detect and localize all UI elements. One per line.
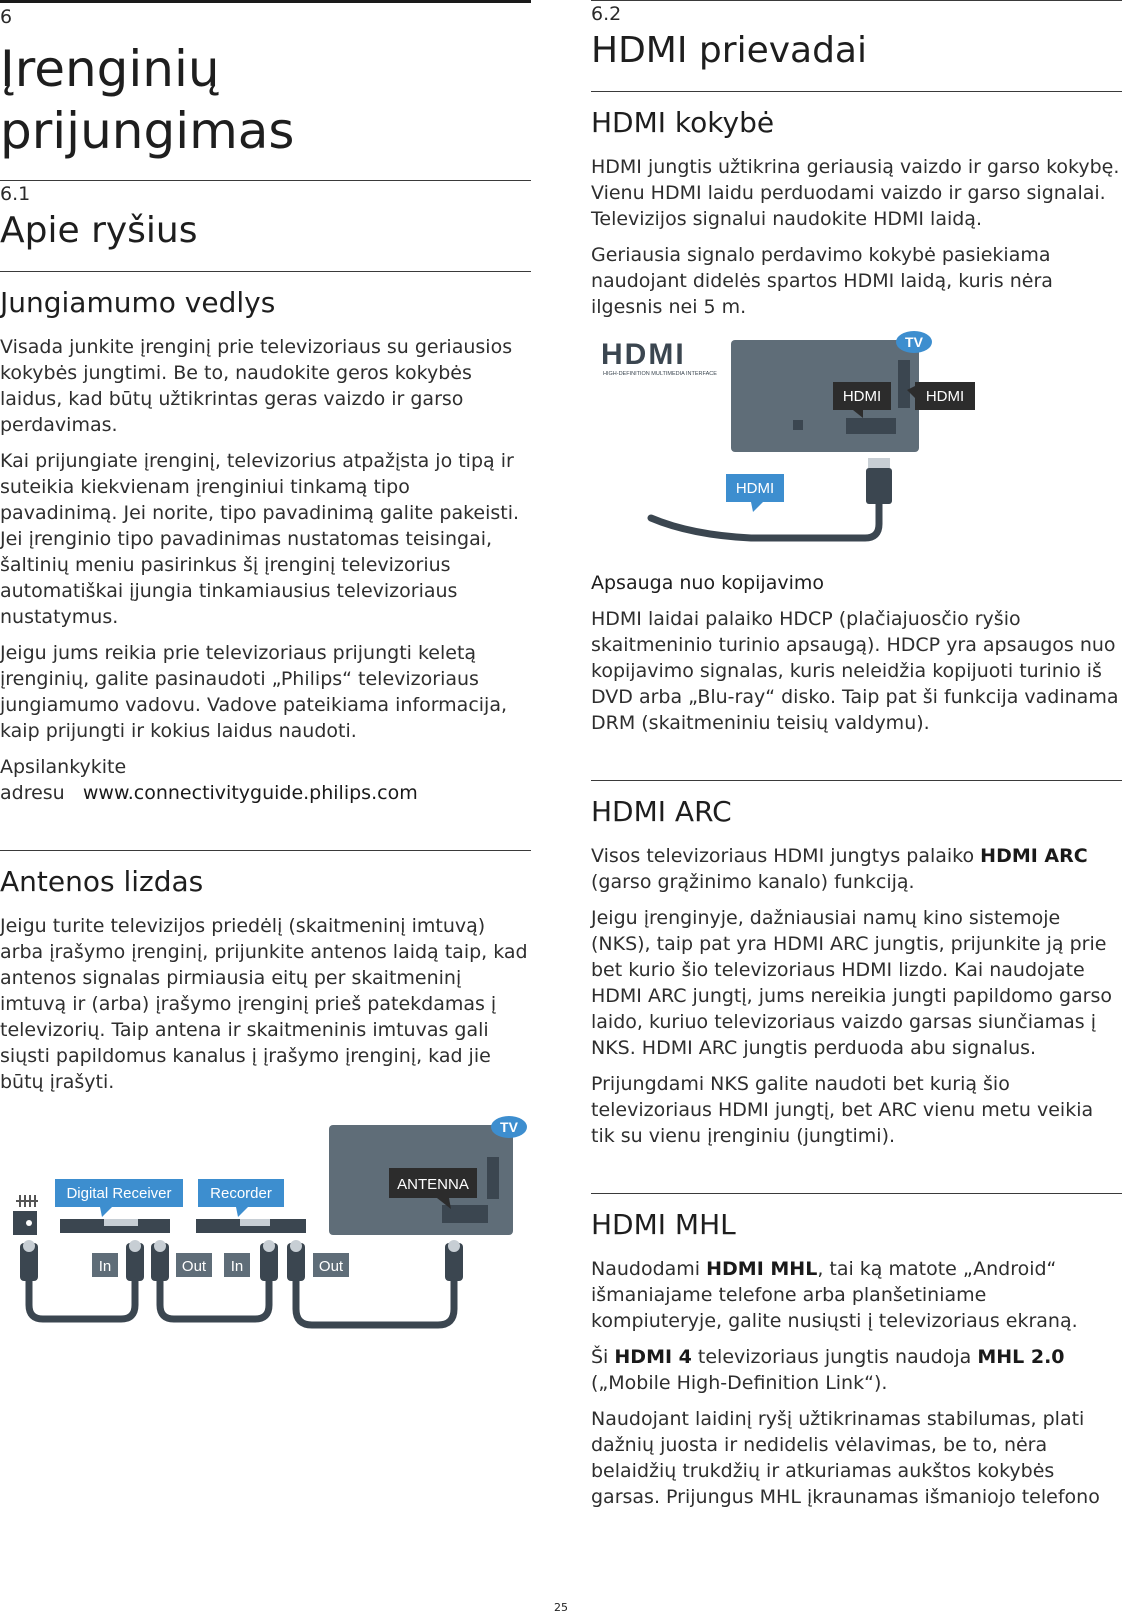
out-label-receiver [176, 1253, 212, 1277]
svg-text:In: In [98, 1258, 112, 1275]
coax-cables [29, 1281, 454, 1325]
recorder-label: Recorder [210, 1185, 272, 1202]
subsection-rule [591, 91, 1122, 92]
quality-heading: HDMI kokybė [591, 106, 775, 139]
svg-text:HDMI: HDMI [842, 388, 882, 405]
tv-antenna-port [442, 1205, 488, 1223]
hdmi-plug-tip [868, 458, 890, 468]
mhl-paragraph-2: Ši HDMI 4 televizoriaus jungtis naudoja MHL 2.0 („Mobile High-Definition Link“). [591, 1346, 1065, 1394]
chapter-title-line1: Įrenginių [0, 40, 220, 98]
digital-receiver-callout [55, 1179, 183, 1217]
recorder-port [240, 1219, 270, 1226]
section-title: HDMI prievadai [591, 30, 867, 71]
wizard-heading: Jungiamumo vedlys [0, 286, 276, 319]
antenna-diagram [0, 1115, 531, 1345]
hdmi-logo-text: HDMI [601, 338, 686, 371]
section-title: Apie ryšius [0, 210, 198, 251]
svg-text:Out: Out [318, 1258, 344, 1275]
antenna-label: ANTENNA [397, 1176, 469, 1193]
mhl-heading: HDMI MHL [591, 1208, 736, 1241]
mhl-rule [591, 1193, 1122, 1194]
tv-badge-text: TV [500, 1119, 518, 1135]
chapter-rule [0, 0, 531, 3]
hdmi-logo-subtext: HIGH-DEFINITION MULTIMEDIA INTERFACE [603, 371, 717, 377]
antenna-rule [0, 850, 531, 851]
digital-receiver-port [104, 1219, 138, 1226]
wizard-paragraph-1: Visada junkite įrenginį prie televizoriaus su geriausios kokybės jungtimi. Be to, naudokite geros kokybės laidus, kad būtų užtikrintas geras vaizdo ir garso perdavimas. [0, 336, 513, 436]
antenna-paragraph: Jeigu turite televizijos priedėlį (skaitmeninį imtuvą) arba įrašymo įrenginį, prijunkite antenos laidą taip, kad antenos signalas pirmiausia eitų per skaitmeninį imtuvą ir (arba) įrašymo įrenginį prieš patekdamas į televizorių. Taip antena ir skaitmeninis imtuvas gali siųsti papildomus kanalus į įrašymo įrenginį, kad jie būtų įrašyti. [0, 915, 528, 1093]
arc-paragraph-2: Jeigu įrenginyje, dažniausiai namų kino sistemoje (NKS), taip pat yra HDMI ARC jungtis, prijunkite ją prie bet kurio šio televizoriaus HDMI lizdo. Kai naudojate HDMI ARC jungtį, jums nereikia jungti papildomo garso laido, kuriuo televizoriaus vaizdo garsas siunčiamas į NKS. HDMI ARC jungtis perduoda abu signalus. [591, 907, 1112, 1059]
hdmi-cable [651, 504, 879, 538]
arc-heading: HDMI ARC [591, 795, 732, 828]
hdmi-diagram [591, 330, 1122, 550]
svg-text:HDMI: HDMI [735, 480, 775, 497]
right-column [591, 0, 1122, 1510]
subsection-rule [0, 271, 531, 272]
chapter-title-line2: prijungimas [0, 102, 295, 160]
recorder-callout [198, 1179, 284, 1217]
tv-hdmi-port [846, 418, 896, 434]
in-label-receiver [92, 1253, 118, 1277]
section-number: 6.1 [0, 183, 31, 205]
tv-badge [491, 1116, 527, 1138]
arc-paragraph-3: Prijungdami NKS galite naudoti bet kurią šio televizoriaus HDMI jungtį, bet ARC vienu metu veikia tik su vienu įrenginiu (jungtimi). [591, 1073, 1094, 1147]
mhl-paragraph-3: Naudojant laidinį ryšį užtikrinamas stabilumas, plati dažnių juosta ir nedidelis vėlavimas, be to, nėra belaidžių trukdžių ir atkuriamas aukštos kokybės garsas. Prijungus MHL įkraunamas išmaniojo telefono [591, 1408, 1100, 1508]
digital-receiver-label: Digital Receiver [66, 1185, 172, 1202]
arc-rule [591, 780, 1122, 781]
left-column [0, 0, 531, 1345]
page-number: 25 [554, 1601, 568, 1614]
connectivity-guide-link[interactable]: www.connectivityguide.philips.com [82, 782, 418, 804]
hdmi-plug [866, 468, 892, 504]
quality-paragraph-2: Geriausia signalo perdavimo kokybė pasiekiama naudojant didelės spartos HDMI laidą, kuris nėra ilgesnis nei 5 m. [591, 244, 1053, 318]
tv-badge [896, 331, 932, 353]
mhl-paragraph-1: Naudodami HDMI MHL, tai ką matote „Android“ išmaniajame telefone arba planšetiniame kompiuteryje, galite nusiųsti į televizoriaus ekraną. [591, 1258, 1078, 1332]
arc-paragraph-1: Visos televizoriaus HDMI jungtys palaiko HDMI ARC (garso grąžinimo kanalo) funkciją. [591, 845, 1088, 893]
wizard-paragraph-2: Kai prijungiate įrenginį, televizorius atpažįsta jo tipą ir suteikia kiekvienam įrenginiui tinkamą tipo pavadinimą. Jei norite, tipo pavadinimą galite pakeisti. Jei įrenginio tipo pavadinimas nustatomas teisingai, šaltinių meniu pasirinkus šį įrenginį televizorius automatiškai įjungia tinkamiausius televizoriaus nustatymus. [0, 450, 520, 628]
visit-line-1: Apsilankykite [0, 756, 127, 778]
tv-badge-text: TV [905, 334, 923, 350]
wall-antenna-icon [13, 1195, 38, 1235]
svg-text:In: In [230, 1258, 244, 1275]
copy-protection-heading: Apsauga nuo kopijavimo [591, 572, 825, 594]
hdmi-callout-2 [907, 382, 975, 410]
chapter-number: 6 [0, 6, 13, 28]
section-rule [0, 180, 531, 181]
visit-prefix: adresu [0, 782, 65, 804]
visit-line-2 [0, 780, 531, 806]
quality-paragraph-1: HDMI jungtis užtikrina geriausią vaizdo ir garso kokybę. Vienu HDMI laidu perduodami vaizdo ir garso signalai. Televizijos signalui naudokite HDMI laidą. [591, 156, 1120, 230]
wizard-paragraph-3: Jeigu jums reikia prie televizoriaus prijungti keletą įrenginių, galite pasinaudoti „Philips“ televizoriaus jungiamumo vadovu. Vadove pateikiama informacija, kaip prijungti ir kokius laidus naudoti. [0, 642, 508, 742]
svg-text:Out: Out [181, 1258, 207, 1275]
in-label-recorder [224, 1253, 250, 1277]
hdmi-logo [601, 338, 717, 377]
svg-text:HDMI: HDMI [925, 388, 965, 405]
copy-protection-paragraph: HDMI laidai palaiko HDCP (plačiajuosčio ryšio skaitmeninio turinio apsaugą). HDCP yra apsaugos nuo kopijavimo signalas, kuris neleidžia kopijuoti turinio iš DVD arba „Blu-ray“ disko. Taip pat ši funkcija vadinama DRM (skaitmeniniu teisių valdymu). [591, 608, 1119, 734]
antenna-heading: Antenos lizdas [0, 865, 204, 898]
chapter-title [0, 38, 531, 162]
hdmi-cable-callout [726, 474, 784, 512]
section-number: 6.2 [591, 3, 622, 25]
out-label-recorder [313, 1253, 349, 1277]
section-rule [591, 0, 1122, 1]
tv-stand-slot [487, 1157, 499, 1199]
